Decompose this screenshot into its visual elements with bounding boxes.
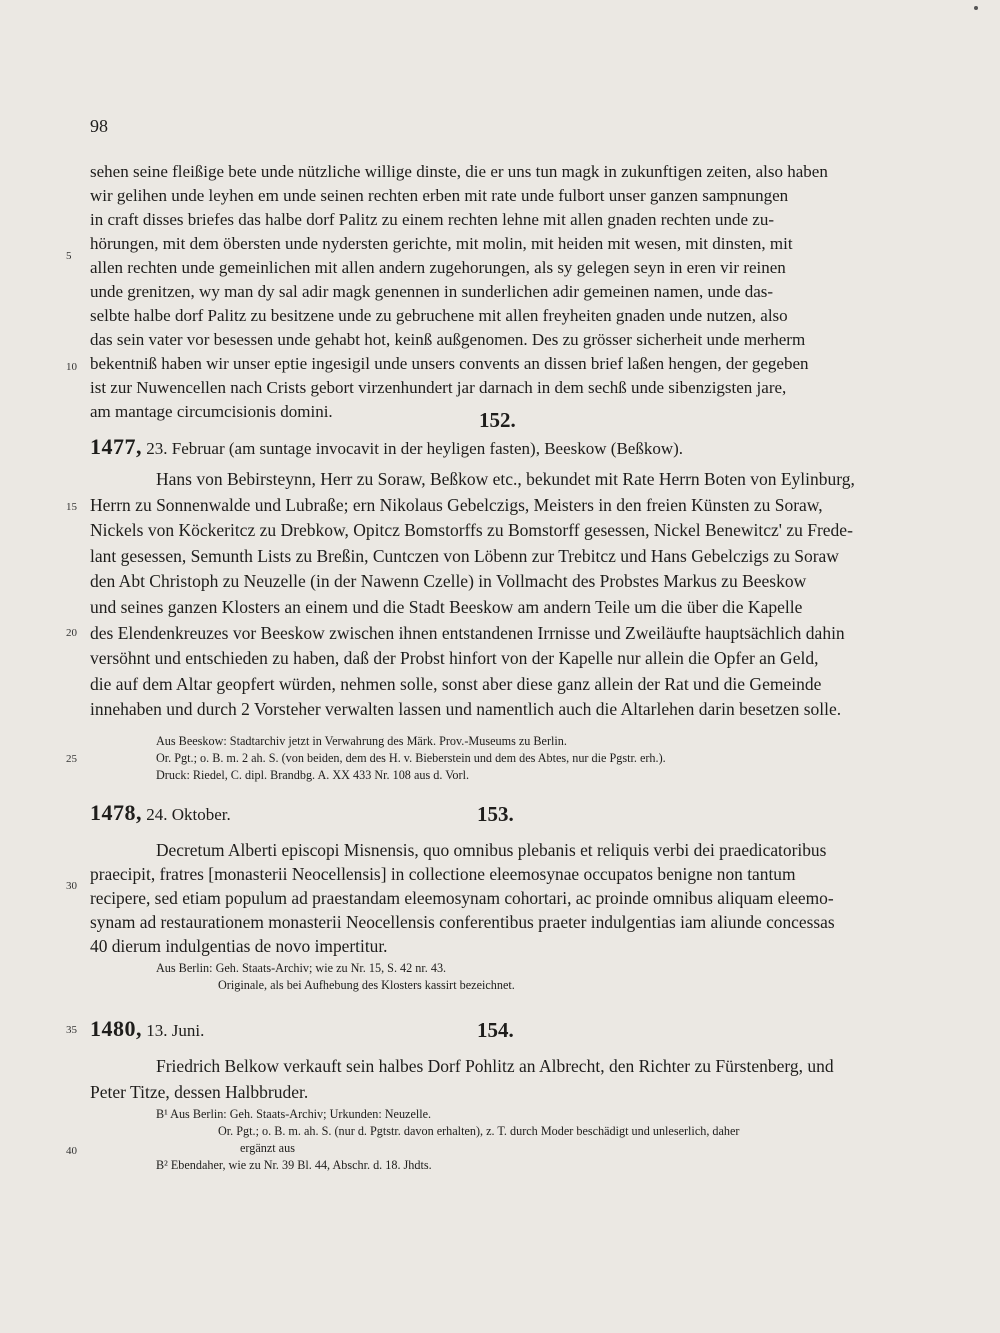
text-line: die auf dem Altar geopfert würden, nehmen solle, sonst aber diese ganz allein der Rat und die Gemeinde	[90, 673, 822, 694]
line-number: 30	[66, 880, 77, 892]
line-number: 40	[66, 1145, 77, 1157]
text-line: in craft disses briefes das halbe dorf Palitz zu einem rechten lehne mit allen gnaden rechten unde zu-	[90, 210, 774, 229]
text-line: unde grenitzen, wy man dy sal adir magk genennen in sunderlichen adir gemeinen namen, unde das-	[90, 282, 774, 301]
latin-paragraph	[90, 838, 912, 958]
document-year: 1478,	[90, 800, 142, 825]
document-date-header	[90, 1016, 204, 1042]
note-line: B² Ebendaher, wie zu Nr. 39 Bl. 44, Abschr. d. 18. Jhdts.	[156, 1158, 432, 1172]
text-line: wir gelihen unde leyhen em unde seinen rechten erben mit rate unde fulbort unser ganzen sampnungen	[90, 186, 789, 205]
text-line: Hans von Bebirsteynn, Herr zu Soraw, Beßkow etc., bekundet mit Rate Herrn Boten von Eylinburg,	[156, 469, 855, 489]
note-line: Or. Pgt.; o. B. m. 2 ah. S. (von beiden, dem des H. v. Bieberstein und dem des Abtes, nur die Pgstr. erh.).	[156, 751, 666, 765]
source-notes	[90, 733, 912, 784]
document-date: 24. Oktober.	[146, 805, 231, 824]
text-line: hörungen, mit dem öbersten unde nydersten gerichte, mit molin, mit heiden mit wesen, mit dinsten, mit	[90, 234, 793, 253]
text-line: ist zur Nuwencellen nach Crists gebort virzenhundert jar darnach in dem sechß unde sibenzigsten jare,	[90, 378, 787, 397]
line-number: 5	[66, 250, 72, 262]
note-line: Aus Beeskow: Stadtarchiv jetzt in Verwahrung des Märk. Prov.-Museums zu Berlin.	[156, 734, 567, 748]
page-number: 98	[90, 116, 108, 136]
text-line: am mantage circumcisionis domini.	[90, 402, 333, 421]
text-line: Peter Titze, dessen Halbbruder.	[90, 1081, 309, 1102]
text-line: Herrn zu Sonnenwalde und Lubraße; ern Nikolaus Gebelczigs, Meisters in den freien Künsten zu Soraw,	[90, 494, 823, 515]
document-year: 1477,	[90, 434, 142, 459]
document-date: 23. Februar (am suntage invocavit in der heyligen fasten), Beeskow (Beßkow).	[146, 439, 684, 458]
text-line: und seines ganzen Klosters an einem und die Stadt Beeskow am andern Teile um die über die Kapelle	[90, 596, 803, 617]
text-line: das sein vater vor besessen unde gehabt hot, keinß außgenomen. Des zu grösser sicherheit unde merherm	[90, 330, 806, 349]
text-line: praecipit, fratres [monasterii Neocellensis] in collectione eleemosynae occupatos benigne non tantum	[90, 864, 796, 884]
document-number: 152.	[479, 408, 516, 432]
text-line: versöhnt und entschieden zu haben, daß der Probst hinfort von der Kapelle nur allein die Opfer an Geld,	[90, 648, 819, 669]
note-line: ergänzt aus	[240, 1141, 295, 1155]
line-number: 15	[66, 501, 77, 513]
text-line: lant gesessen, Semunth Lists zu Breßin, Cuntczen von Löbenn zur Trebitcz und Hans Gebelczigs zu Soraw	[90, 545, 839, 566]
line-number: 25	[66, 753, 77, 765]
note-line: B¹ Aus Berlin: Geh. Staats-Archiv; Urkunden: Neuzelle.	[156, 1107, 432, 1121]
text-line: Decretum Alberti episcopi Misnensis, quo omnibus plebanis et reliquis verbi dei praedicatoribus	[156, 840, 827, 860]
text-line: Nickels von Köckeritcz zu Drebkow, Opitcz Bomstorffs zu Bomstorff gesessen, Nickel Benewitcz' zu Frede-	[90, 520, 853, 541]
text-line: den Abt Christoph zu Neuzelle (in der Nawenn Czelle) in Vollmacht des Probstes Markus zu Beeskow	[90, 571, 807, 592]
text-line: des Elendenkreuzes vor Beeskow zwischen ihnen entstandenen Irrnisse und Zweiläufte hauptsächlich dahin	[90, 622, 845, 643]
text-line: synam ad restaurationem monasterii Neocellensis conferentibus praeter indulgentias iam aliunde concessas	[90, 912, 835, 932]
note-line: Originale, als bei Aufhebung des Klosters kassirt bezeichnet.	[218, 978, 515, 992]
text-line: Friedrich Belkow verkauft sein halbes Dorf Pohlitz an Albrecht, den Richter zu Fürstenberg, und	[156, 1056, 834, 1076]
document-year: 1480,	[90, 1016, 142, 1041]
line-number: 10	[66, 361, 77, 373]
regest-paragraph	[90, 1054, 912, 1105]
line-number: 20	[66, 627, 77, 639]
document-date-header	[90, 800, 231, 826]
text-line: selbte halbe dorf Palitz zu besitzene unde zu gebruchene mit allen freyheiten gnaden unde nutzen, also	[90, 306, 788, 325]
text-line: bekentniß haben wir unser eptie ingesigil unde unsers convents an dissen brief laßen hengen, der gegeben	[90, 354, 809, 373]
text-line: recipere, sed etiam populum ad praestandam eleemosynam cohortari, ac proinde omnibus aliquam eleemo-	[90, 888, 834, 908]
source-notes	[90, 960, 912, 994]
document-number: 154.	[477, 1018, 514, 1042]
regest-paragraph	[90, 467, 912, 723]
source-notes	[90, 1106, 912, 1174]
text-line: allen rechten unde gemeinlichen mit allen andern zugehorungen, als sy gelegen seyn in eren vir reinen	[90, 258, 786, 277]
opening-paragraph	[90, 160, 912, 424]
text-line: 40 dierum indulgentias de novo impertitur.	[90, 936, 388, 956]
text-line: innehaben und durch 2 Vorsteher verwalten lassen und namentlich auch die Altarlehen darin besetzen solle.	[90, 699, 842, 720]
note-line: Aus Berlin: Geh. Staats-Archiv; wie zu Nr. 15, S. 42 nr. 43.	[156, 961, 447, 975]
document-number: 153.	[477, 802, 514, 826]
document-date: 13. Juni.	[146, 1021, 205, 1040]
line-number: 35	[66, 1024, 77, 1036]
note-line: Or. Pgt.; o. B. m. ah. S. (nur d. Pgtstr. davon erhalten), z. T. durch Moder beschädigt und unleserlich, daher	[218, 1124, 740, 1138]
document-date-header	[90, 434, 683, 460]
note-line: Druck: Riedel, C. dipl. Brandbg. A. XX 433 Nr. 108 aus d. Vorl.	[156, 768, 470, 782]
text-line: sehen seine fleißige bete unde nützliche willige dinste, die er uns tun magk in zukunftigen zeiten, also haben	[90, 162, 828, 181]
corner-mark	[974, 6, 978, 10]
